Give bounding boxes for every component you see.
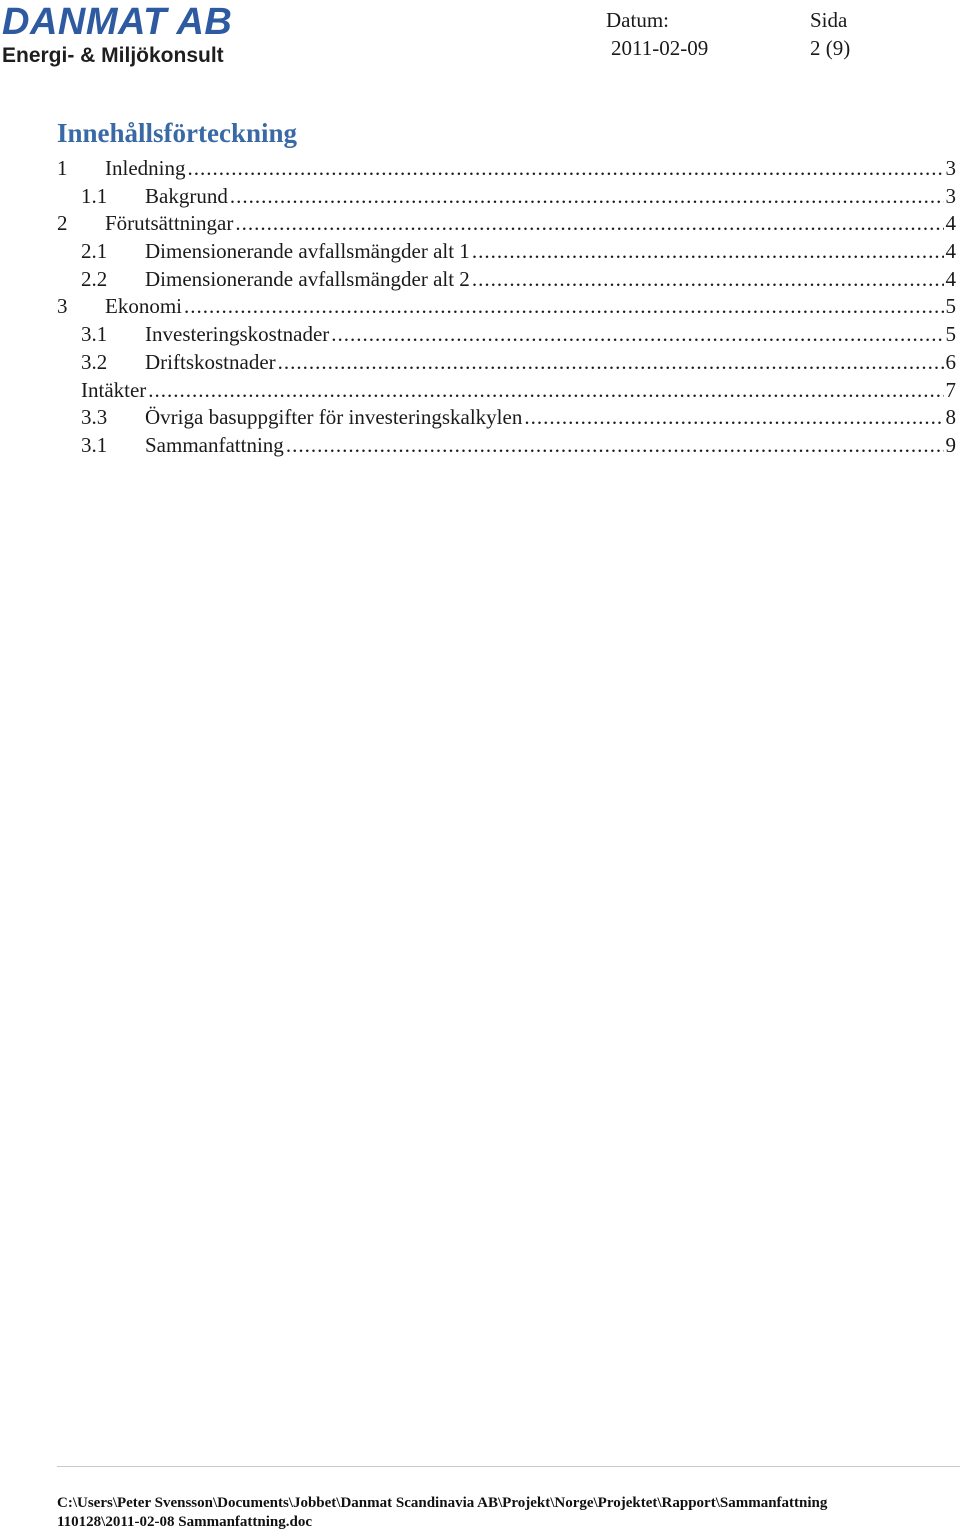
toc-entry-text: Övriga basuppgifter för investeringskalkylen <box>145 405 523 430</box>
toc-entry-text: Intäkter <box>81 377 147 402</box>
toc-entry-text: Ekonomi <box>105 294 182 319</box>
toc-leader-dots <box>278 349 944 377</box>
toc-entry[interactable] <box>57 183 956 211</box>
toc-entry[interactable] <box>57 432 956 460</box>
toc-entry-page: 3 <box>945 156 956 180</box>
date-value: 2011-02-09 <box>611 36 709 60</box>
footer-file-path <box>57 1494 957 1532</box>
logo-subtitle: Energi- & Miljökonsult <box>2 44 224 67</box>
toc-entry[interactable] <box>57 210 956 238</box>
logo-title: DANMAT AB <box>2 1 233 43</box>
toc-entry-page: 3 <box>945 183 956 208</box>
toc-entry[interactable] <box>57 321 956 349</box>
toc-entry-text: Dimensionerande avfallsmängder alt 2 <box>145 266 470 291</box>
toc-entry-page: 8 <box>945 405 956 430</box>
toc-entry-page: 6 <box>945 349 956 374</box>
toc-leader-dots <box>235 210 943 238</box>
toc-leader-dots <box>286 432 944 460</box>
toc-leader-dots <box>472 266 944 294</box>
toc-entry-text: Investeringskostnader <box>145 322 330 347</box>
toc-entry-number: 2.2 <box>81 266 108 291</box>
toc-entry-number: 3 <box>57 294 68 319</box>
toc-entry-text: Sammanfattning <box>145 432 284 457</box>
toc-leader-dots <box>148 377 943 405</box>
footer-divider <box>57 1466 960 1467</box>
toc-leader-dots <box>472 238 944 266</box>
toc-entry[interactable] <box>57 293 956 321</box>
toc-entry-number: 3.1 <box>81 322 108 347</box>
toc-entry-text: Dimensionerande avfallsmängder alt 1 <box>145 239 470 264</box>
toc-leader-dots <box>187 155 943 183</box>
toc-entry-number: 3.3 <box>81 405 108 430</box>
toc-entry[interactable] <box>57 238 956 266</box>
toc-entry-number: 2.1 <box>81 239 108 264</box>
toc-entry-number: 1.1 <box>81 183 108 208</box>
toc-leader-dots <box>184 293 944 321</box>
toc-entry-number: 2 <box>57 211 68 236</box>
toc-entry[interactable] <box>57 404 956 432</box>
toc-entry-number: 1 <box>57 156 68 180</box>
table-of-contents <box>57 155 956 460</box>
toc-entry-text: Inledning <box>105 156 186 180</box>
toc-entry-page: 5 <box>945 322 956 347</box>
toc-entry-page: 4 <box>945 266 956 291</box>
toc-entry[interactable] <box>57 266 956 294</box>
footer-path-line-2: 110128\2011-02-08 Sammanfattning.doc <box>57 1514 313 1530</box>
page-label: Sida <box>810 8 848 32</box>
toc-leader-dots <box>524 404 943 432</box>
company-logo <box>2 2 232 68</box>
toc-entry-number: 3.1 <box>81 432 108 457</box>
toc-entry-text: Driftskostnader <box>145 349 276 374</box>
toc-entry-page: 4 <box>945 239 956 264</box>
toc-leader-dots <box>230 183 944 211</box>
toc-entry-page: 7 <box>945 377 956 402</box>
toc-title: Innehållsförteckning <box>57 118 298 148</box>
date-label: Datum: <box>606 8 669 32</box>
toc-entry[interactable] <box>57 155 956 183</box>
toc-entry[interactable] <box>57 349 956 377</box>
toc-entry[interactable] <box>57 377 956 405</box>
toc-leader-dots <box>331 321 943 349</box>
toc-entry-text: Bakgrund <box>145 183 228 208</box>
toc-entry-page: 5 <box>945 294 956 319</box>
toc-entry-number: 3.2 <box>81 349 108 374</box>
page-number: 2 (9) <box>810 36 851 60</box>
footer-path-line-1: C:\Users\Peter Svensson\Documents\Jobbet\Danmat Scandinavia AB\Projekt\Norge\Projektet\Rapport\Sammanfattning <box>57 1495 828 1511</box>
toc-entry-page: 9 <box>945 432 956 457</box>
toc-entry-page: 4 <box>945 211 956 236</box>
toc-entry-text: Förutsättningar <box>105 211 234 236</box>
